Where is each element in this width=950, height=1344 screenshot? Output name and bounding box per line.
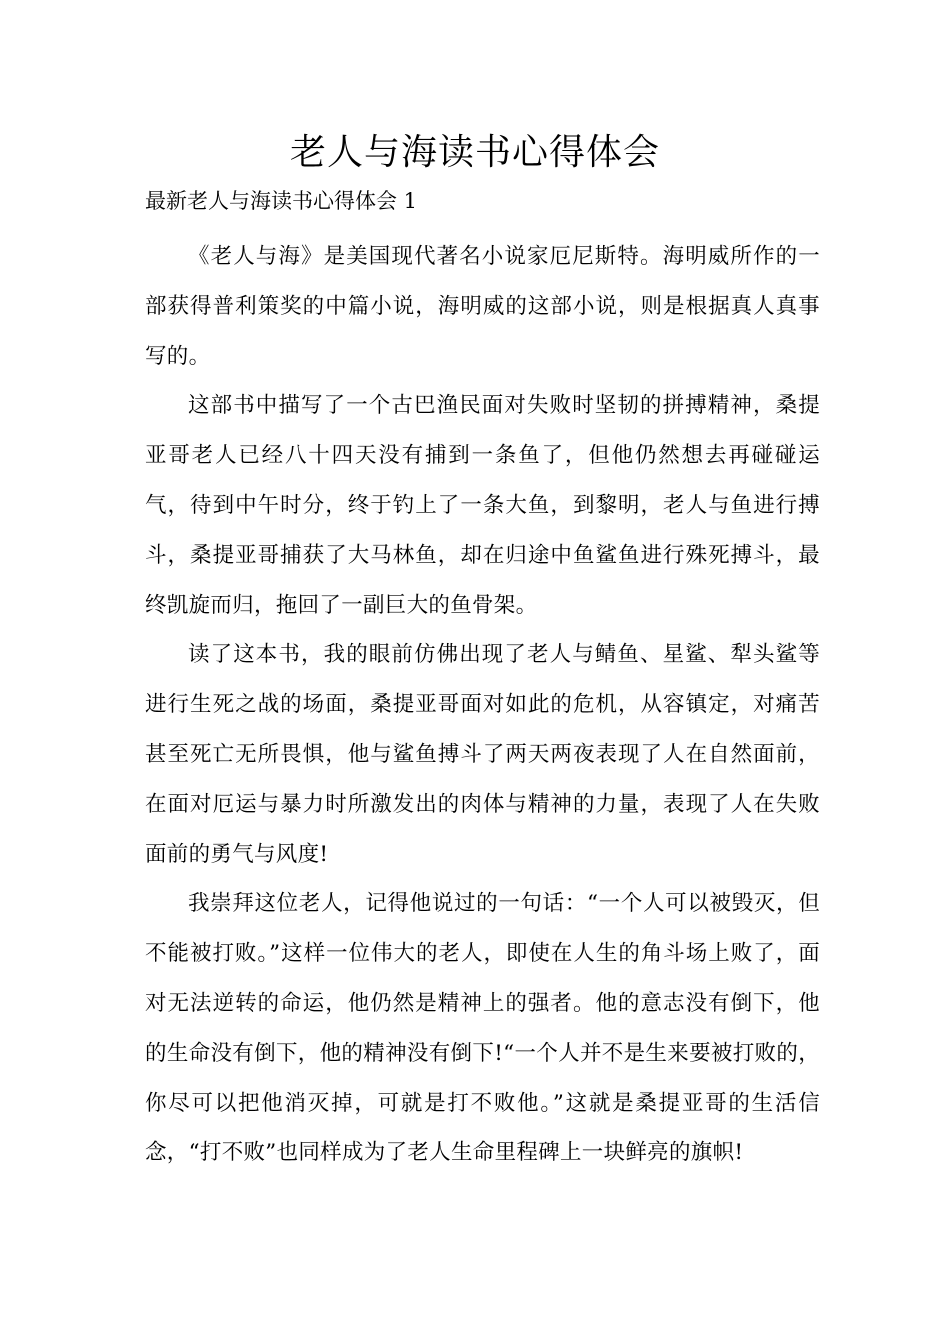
paragraph-4: 我崇拜这位老人，记得他说过的一句话：“一个人可以被毁灭，但不能被打败。”这样一位伟大的老人，即使在人生的角斗场上败了，面对无法逆转的命运，他仍然是精神上的强者。他的意志没有倒下，他的生命没有倒下，他的精神没有倒下!“一个人并不是生来要被打败的，你尽可以把他消灭掉，可就是打不败他。”这就是桑提亚哥的生活信念，“打不败”也同样成为了老人生命里程碑上一块鲜亮的旗帜! <box>145 891 820 1166</box>
paragraph-1: 《老人与海》是美国现代著名小说家厄尼斯特。海明威所作的一部获得普利策奖的中篇小说，海明威的这部小说，则是根据真人真事写的。 <box>145 244 820 369</box>
document-body <box>145 232 820 1178</box>
document-title: 老人与海读书心得体会 <box>289 132 660 173</box>
paragraph-3: 读了这本书，我的眼前仿佛出现了老人与鲭鱼、星鲨、犁头鲨等进行生死之战的场面，桑提亚哥面对如此的危机，从容镇定，对痛苦甚至死亡无所畏惧，他与鲨鱼搏斗了两天两夜表现了人在自然面前，在面对厄运与暴力时所激发出的肉体与精神的力量，表现了人在失败面前的勇气与风度! <box>145 642 820 867</box>
paragraph-2: 这部书中描写了一个古巴渔民面对失败时坚韧的拼搏精神，桑提亚哥老人已经八十四天没有捕到一条鱼了，但他仍然想去再碰碰运气，待到中午时分，终于钓上了一条大鱼，到黎明，老人与鱼进行搏斗，桑提亚哥捕获了大马林鱼，却在归途中鱼鲨鱼进行殊死搏斗，最终凯旋而归，拖回了一副巨大的鱼骨架。 <box>145 393 820 618</box>
document-subtitle: 最新老人与海读书心得体会 1 <box>145 189 418 213</box>
